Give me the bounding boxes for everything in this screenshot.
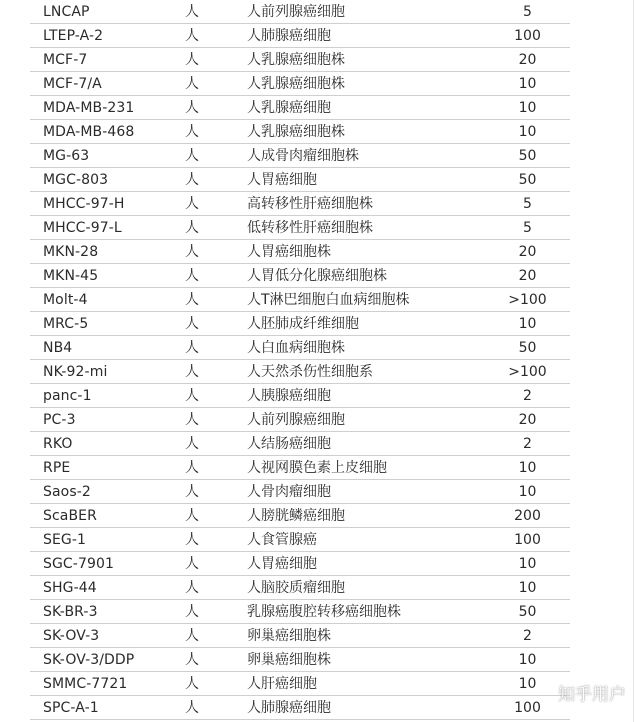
cell-line-name: PC-3 bbox=[43, 411, 76, 428]
amount-cell: >100 bbox=[508, 363, 547, 380]
cell-line-name: RPE bbox=[43, 459, 71, 476]
species-cell: 人 bbox=[185, 195, 199, 212]
cell-line-name: LNCAP bbox=[43, 3, 90, 20]
table-row bbox=[30, 264, 570, 288]
amount-cell: 50 bbox=[518, 147, 537, 164]
amount-cell: 20 bbox=[518, 411, 537, 428]
description-cell: 人食管腺癌 bbox=[247, 531, 317, 548]
description-cell: 人乳腺癌细胞株 bbox=[247, 123, 345, 140]
cell-line-name: SPC-A-1 bbox=[43, 699, 99, 716]
species-cell: 人 bbox=[185, 363, 199, 380]
amount-cell: 100 bbox=[514, 699, 541, 716]
table-row bbox=[30, 576, 570, 600]
watermark: 知乎用户 bbox=[558, 685, 626, 705]
species-cell: 人 bbox=[185, 699, 199, 716]
cell-line-name: LTEP-A-2 bbox=[43, 27, 104, 44]
table-row bbox=[30, 48, 570, 72]
species-cell: 人 bbox=[185, 51, 199, 68]
description-cell: 人前列腺癌细胞 bbox=[247, 3, 345, 20]
amount-cell: 50 bbox=[518, 171, 537, 188]
description-cell: 人胃癌细胞 bbox=[247, 555, 317, 572]
cell-line-name: Saos-2 bbox=[43, 483, 91, 500]
species-cell: 人 bbox=[185, 291, 199, 308]
amount-cell: 100 bbox=[514, 531, 541, 548]
amount-cell: 10 bbox=[518, 459, 537, 476]
amount-cell: 10 bbox=[518, 483, 537, 500]
amount-cell: 100 bbox=[514, 27, 541, 44]
cell-line-name: MCF-7 bbox=[43, 51, 88, 68]
species-cell: 人 bbox=[185, 267, 199, 284]
amount-cell: 10 bbox=[518, 123, 537, 140]
amount-cell: 50 bbox=[518, 339, 537, 356]
table-row bbox=[30, 408, 570, 432]
species-cell: 人 bbox=[185, 75, 199, 92]
amount-cell: 10 bbox=[518, 579, 537, 596]
cell-line-name: MHCC-97-H bbox=[43, 195, 125, 212]
description-cell: 乳腺癌腹腔转移癌细胞株 bbox=[247, 603, 401, 620]
amount-cell: 5 bbox=[523, 3, 532, 20]
species-cell: 人 bbox=[185, 555, 199, 572]
amount-cell: 10 bbox=[518, 75, 537, 92]
cell-line-name: MCF-7/A bbox=[43, 75, 102, 92]
amount-cell: 10 bbox=[518, 675, 537, 692]
table-row bbox=[30, 120, 570, 144]
amount-cell: 20 bbox=[518, 51, 537, 68]
species-cell: 人 bbox=[185, 459, 199, 476]
species-cell: 人 bbox=[185, 603, 199, 620]
table-row bbox=[30, 96, 570, 120]
cell-line-name: MRC-5 bbox=[43, 315, 89, 332]
cell-line-name: MKN-28 bbox=[43, 243, 99, 260]
description-cell: 人视网膜色素上皮细胞 bbox=[247, 459, 387, 476]
description-cell: 人胰腺癌细胞 bbox=[247, 387, 331, 404]
description-cell: 人肝癌细胞 bbox=[247, 675, 317, 692]
amount-cell: 50 bbox=[518, 603, 537, 620]
cell-line-name: MDA-MB-231 bbox=[43, 99, 135, 116]
description-cell: 人前列腺癌细胞 bbox=[247, 411, 345, 428]
description-cell: 人T淋巴细胞白血病细胞株 bbox=[247, 291, 410, 308]
species-cell: 人 bbox=[185, 531, 199, 548]
cell-line-name: MDA-MB-468 bbox=[43, 123, 135, 140]
species-cell: 人 bbox=[185, 219, 199, 236]
amount-cell: 5 bbox=[523, 219, 532, 236]
description-cell: 人骨肉瘤细胞 bbox=[247, 483, 331, 500]
table-row bbox=[30, 504, 570, 528]
cell-line-name: SK-OV-3/DDP bbox=[43, 651, 135, 668]
amount-cell: 10 bbox=[518, 555, 537, 572]
table-row bbox=[30, 240, 570, 264]
amount-cell: >100 bbox=[508, 291, 547, 308]
table-row bbox=[30, 336, 570, 360]
cell-line-name: RKO bbox=[43, 435, 73, 452]
table-row bbox=[30, 432, 570, 456]
cell-line-name: SEG-1 bbox=[43, 531, 87, 548]
table-row bbox=[30, 192, 570, 216]
amount-cell: 10 bbox=[518, 651, 537, 668]
species-cell: 人 bbox=[185, 3, 199, 20]
cell-line-name: SK-BR-3 bbox=[43, 603, 98, 620]
species-cell: 人 bbox=[185, 579, 199, 596]
cell-line-name: NK-92-mi bbox=[43, 363, 108, 380]
description-cell: 卵巢癌细胞株 bbox=[247, 651, 331, 668]
table-row bbox=[30, 480, 570, 504]
amount-cell: 10 bbox=[518, 99, 537, 116]
cell-line-name: panc-1 bbox=[43, 387, 92, 404]
amount-cell: 20 bbox=[518, 267, 537, 284]
table-row bbox=[30, 624, 570, 648]
table-row bbox=[30, 696, 570, 720]
cell-line-name: MKN-45 bbox=[43, 267, 99, 284]
amount-cell: 2 bbox=[523, 627, 532, 644]
cell-line-name: SMMC-7721 bbox=[43, 675, 128, 692]
cell-line-name: MGC-803 bbox=[43, 171, 109, 188]
table-row bbox=[30, 72, 570, 96]
table-row bbox=[30, 600, 570, 624]
species-cell: 人 bbox=[185, 627, 199, 644]
description-cell: 人肺腺癌细胞 bbox=[247, 27, 331, 44]
table-row bbox=[30, 24, 570, 48]
description-cell: 人胚肺成纤维细胞 bbox=[247, 315, 359, 332]
species-cell: 人 bbox=[185, 651, 199, 668]
species-cell: 人 bbox=[185, 315, 199, 332]
description-cell: 高转移性肝癌细胞株 bbox=[247, 195, 373, 212]
species-cell: 人 bbox=[185, 123, 199, 140]
description-cell: 卵巢癌细胞株 bbox=[247, 627, 331, 644]
table-row bbox=[30, 312, 570, 336]
description-cell: 人膀胱鳞癌细胞 bbox=[247, 507, 345, 524]
table-row bbox=[30, 528, 570, 552]
description-cell: 人肺腺癌细胞 bbox=[247, 699, 331, 716]
amount-cell: 5 bbox=[523, 195, 532, 212]
species-cell: 人 bbox=[185, 147, 199, 164]
species-cell: 人 bbox=[185, 675, 199, 692]
cell-line-table bbox=[30, 0, 570, 720]
species-cell: 人 bbox=[185, 483, 199, 500]
species-cell: 人 bbox=[185, 411, 199, 428]
description-cell: 低转移性肝癌细胞株 bbox=[247, 219, 373, 236]
amount-cell: 2 bbox=[523, 435, 532, 452]
species-cell: 人 bbox=[185, 387, 199, 404]
description-cell: 人胃低分化腺癌细胞株 bbox=[247, 267, 387, 284]
description-cell: 人乳腺癌细胞 bbox=[247, 99, 331, 116]
description-cell: 人天然杀伤性细胞系 bbox=[247, 363, 373, 380]
table-row bbox=[30, 360, 570, 384]
table-row bbox=[30, 0, 570, 24]
species-cell: 人 bbox=[185, 339, 199, 356]
description-cell: 人结肠癌细胞 bbox=[247, 435, 331, 452]
cell-line-name: MG-63 bbox=[43, 147, 90, 164]
amount-cell: 20 bbox=[518, 243, 537, 260]
table-row bbox=[30, 672, 570, 696]
table-row bbox=[30, 288, 570, 312]
description-cell: 人胃癌细胞株 bbox=[247, 243, 331, 260]
table-row bbox=[30, 648, 570, 672]
species-cell: 人 bbox=[185, 435, 199, 452]
species-cell: 人 bbox=[185, 27, 199, 44]
table-row bbox=[30, 456, 570, 480]
amount-cell: 2 bbox=[523, 387, 532, 404]
cell-line-name: SK-OV-3 bbox=[43, 627, 100, 644]
table-row bbox=[30, 168, 570, 192]
species-cell: 人 bbox=[185, 171, 199, 188]
table-row bbox=[30, 552, 570, 576]
species-cell: 人 bbox=[185, 99, 199, 116]
species-cell: 人 bbox=[185, 507, 199, 524]
description-cell: 人乳腺癌细胞株 bbox=[247, 51, 345, 68]
description-cell: 人白血病细胞株 bbox=[247, 339, 345, 356]
cell-line-name: SGC-7901 bbox=[43, 555, 114, 572]
amount-cell: 200 bbox=[514, 507, 541, 524]
species-cell: 人 bbox=[185, 243, 199, 260]
table-row bbox=[30, 144, 570, 168]
table-row bbox=[30, 384, 570, 408]
cell-line-name: MHCC-97-L bbox=[43, 219, 122, 236]
cell-line-name: SHG-44 bbox=[43, 579, 97, 596]
description-cell: 人脑胶质瘤细胞 bbox=[247, 579, 345, 596]
table-row bbox=[30, 216, 570, 240]
description-cell: 人成骨肉瘤细胞株 bbox=[247, 147, 359, 164]
cell-line-name: ScaBER bbox=[43, 507, 97, 524]
amount-cell: 10 bbox=[518, 315, 537, 332]
description-cell: 人胃癌细胞 bbox=[247, 171, 317, 188]
cell-line-name: NB4 bbox=[43, 339, 73, 356]
cell-line-name: Molt-4 bbox=[43, 291, 88, 308]
description-cell: 人乳腺癌细胞株 bbox=[247, 75, 345, 92]
